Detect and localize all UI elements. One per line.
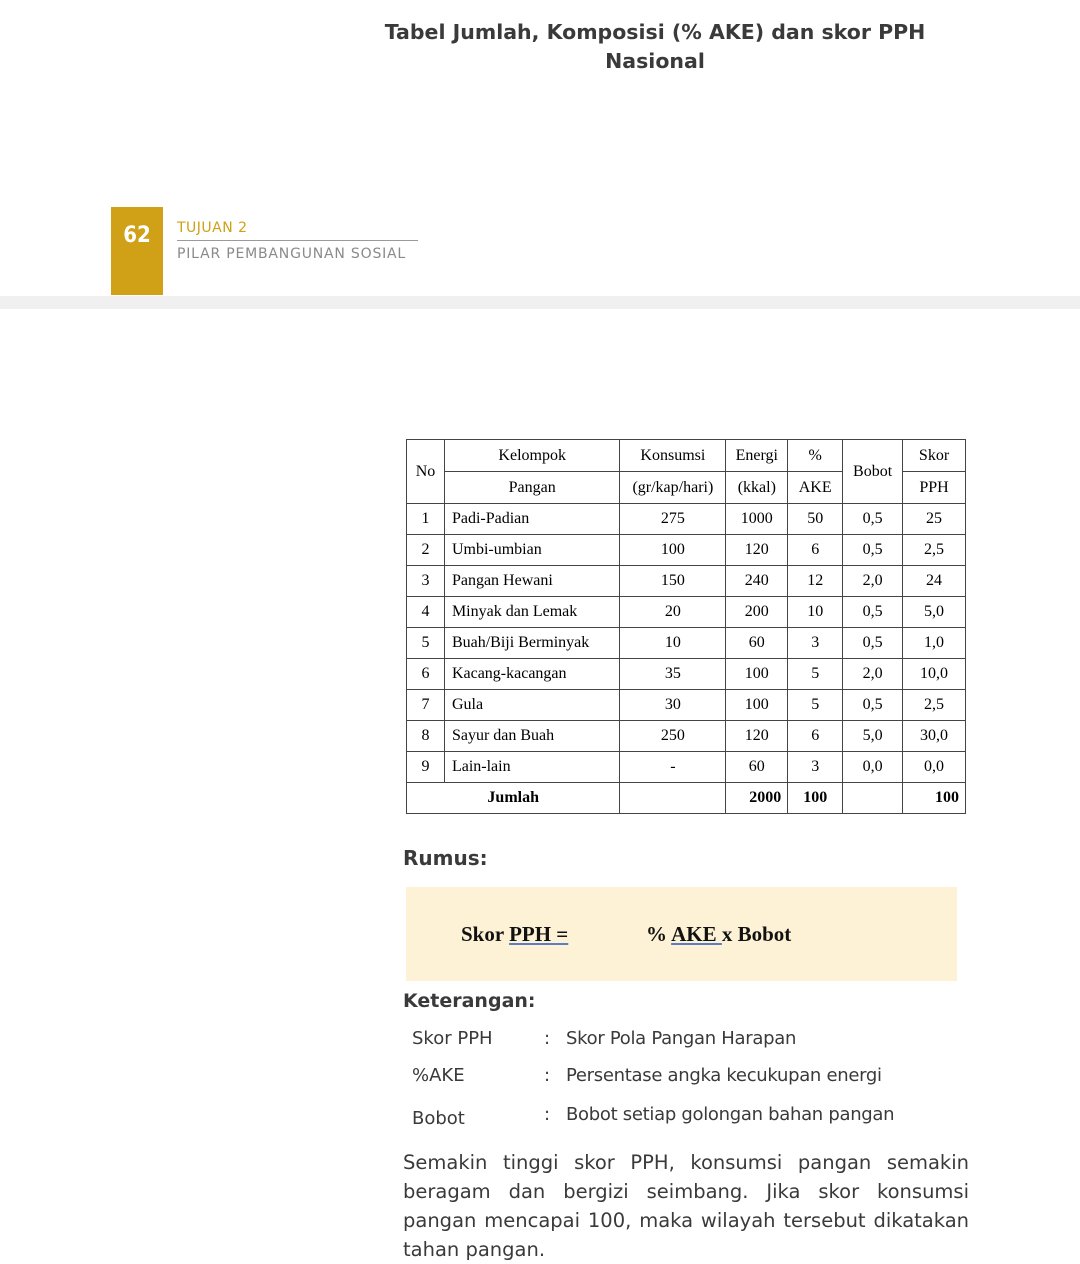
cell-skor: 5,0 — [903, 597, 966, 628]
cell-ake: 12 — [788, 566, 843, 597]
cell-konsumsi: 250 — [620, 721, 726, 752]
table-row — [407, 628, 966, 659]
definition-colon: : — [544, 1028, 551, 1049]
total-ake: 100 — [788, 783, 843, 814]
formula-rhs — [646, 922, 791, 947]
formula-lhs — [461, 922, 568, 947]
header-skor-1: Skor — [903, 440, 966, 472]
cell-energi: 200 — [726, 597, 788, 628]
table-title: Tabel Jumlah, Komposisi (% AKE) dan skor PPH Nasional — [384, 20, 926, 73]
cell-konsumsi: 20 — [620, 597, 726, 628]
cell-no: 1 — [407, 504, 445, 535]
rumus-heading: Rumus: — [403, 846, 488, 870]
cell-bobot: 5,0 — [843, 721, 903, 752]
definition-description: Skor Pola Pangan Harapan — [566, 1028, 797, 1049]
pph-table — [406, 439, 966, 814]
table-row — [407, 504, 966, 535]
page-number-tab — [111, 207, 163, 295]
header-konsumsi-2: (gr/kap/hari) — [620, 472, 726, 504]
cell-energi: 60 — [726, 752, 788, 783]
cell-kelompok: Gula — [444, 690, 620, 721]
cell-kelompok: Padi-Padian — [444, 504, 620, 535]
header-no: No — [407, 440, 445, 504]
cell-kelompok: Umbi-umbian — [444, 535, 620, 566]
total-bobot — [843, 783, 903, 814]
cell-no: 4 — [407, 597, 445, 628]
formula-lhs-underlined: PPH = — [509, 922, 569, 946]
cell-kelompok: Pangan Hewani — [444, 566, 620, 597]
definition-description: Persentase angka kecukupan energi — [566, 1065, 882, 1086]
chapter-label: TUJUAN 2 — [177, 220, 248, 236]
cell-skor: 0,0 — [903, 752, 966, 783]
cell-energi: 120 — [726, 721, 788, 752]
table-row — [407, 690, 966, 721]
table-header-row — [407, 440, 966, 472]
cell-bobot: 0,5 — [843, 504, 903, 535]
header-energi-1: Energi — [726, 440, 788, 472]
total-energi: 2000 — [726, 783, 788, 814]
cell-energi: 120 — [726, 535, 788, 566]
header-energi-2: (kkal) — [726, 472, 788, 504]
table-row — [407, 535, 966, 566]
header-kelompok-2: Pangan — [444, 472, 620, 504]
header-ake-1: % — [788, 440, 843, 472]
cell-no: 2 — [407, 535, 445, 566]
cell-bobot: 2,0 — [843, 566, 903, 597]
definition-description: Bobot setiap golongan bahan pangan — [566, 1104, 895, 1125]
table-row — [407, 721, 966, 752]
cell-kelompok: Sayur dan Buah — [444, 721, 620, 752]
chapter-divider — [177, 240, 418, 241]
summary-paragraph: Semakin tinggi skor PPH, konsumsi pangan semakin beragam dan bergizi seimbang. Jika skor konsumsi pangan mencapai 100, maka wilayah tersebut dikatakan tahan pangan. — [403, 1151, 969, 1261]
cell-energi: 240 — [726, 566, 788, 597]
cell-bobot: 2,0 — [843, 659, 903, 690]
cell-kelompok: Kacang-kacangan — [444, 659, 620, 690]
table-row — [407, 752, 966, 783]
cell-energi: 100 — [726, 690, 788, 721]
cell-no: 6 — [407, 659, 445, 690]
cell-konsumsi: - — [620, 752, 726, 783]
header-bobot: Bobot — [843, 440, 903, 504]
cell-ake: 5 — [788, 690, 843, 721]
table-row — [407, 566, 966, 597]
cell-no: 7 — [407, 690, 445, 721]
cell-energi: 60 — [726, 628, 788, 659]
header-skor-2: PPH — [903, 472, 966, 504]
cell-energi: 1000 — [726, 504, 788, 535]
cell-ake: 3 — [788, 628, 843, 659]
page-number: 62 — [123, 223, 151, 248]
cell-bobot: 0,5 — [843, 597, 903, 628]
formula-lhs-text: Skor — [461, 922, 510, 946]
cell-no: 3 — [407, 566, 445, 597]
cell-bobot: 0,5 — [843, 628, 903, 659]
formula-box — [406, 887, 957, 981]
cell-no: 8 — [407, 721, 445, 752]
cell-bobot: 0,0 — [843, 752, 903, 783]
keterangan-heading: Keterangan: — [403, 990, 536, 1012]
cell-skor: 2,5 — [903, 535, 966, 566]
cell-skor: 24 — [903, 566, 966, 597]
cell-no: 9 — [407, 752, 445, 783]
header-konsumsi-1: Konsumsi — [620, 440, 726, 472]
header-kelompok-1: Kelompok — [444, 440, 620, 472]
cell-konsumsi: 35 — [620, 659, 726, 690]
total-label: Jumlah — [407, 783, 620, 814]
header-ake-2: AKE — [788, 472, 843, 504]
table-row — [407, 597, 966, 628]
formula-rhs-underlined: AKE — [671, 922, 722, 946]
cell-bobot: 0,5 — [843, 535, 903, 566]
definition-colon: : — [544, 1065, 551, 1086]
cell-skor: 10,0 — [903, 659, 966, 690]
table-total-row — [407, 783, 966, 814]
definition-term: %AKE — [412, 1065, 465, 1086]
cell-konsumsi: 275 — [620, 504, 726, 535]
cell-ake: 10 — [788, 597, 843, 628]
cell-skor: 1,0 — [903, 628, 966, 659]
formula-rhs-suffix: x Bobot — [721, 922, 792, 946]
definition-colon: : — [544, 1104, 551, 1125]
cell-skor: 25 — [903, 504, 966, 535]
definition-term: Skor PPH — [412, 1028, 493, 1049]
cell-ake: 6 — [788, 535, 843, 566]
cell-energi: 100 — [726, 659, 788, 690]
cell-bobot: 0,5 — [843, 690, 903, 721]
cell-konsumsi: 30 — [620, 690, 726, 721]
cell-kelompok: Buah/Biji Berminyak — [444, 628, 620, 659]
table-body — [407, 504, 966, 783]
cell-skor: 2,5 — [903, 690, 966, 721]
cell-kelompok: Minyak dan Lemak — [444, 597, 620, 628]
cell-no: 5 — [407, 628, 445, 659]
cell-kelompok: Lain-lain — [444, 752, 620, 783]
cell-ake: 6 — [788, 721, 843, 752]
cell-ake: 5 — [788, 659, 843, 690]
table-row — [407, 659, 966, 690]
cell-konsumsi: 10 — [620, 628, 726, 659]
formula-rhs-prefix: % — [646, 922, 672, 946]
page-separator-band — [0, 296, 1080, 309]
pillar-label: PILAR PEMBANGUNAN SOSIAL — [177, 246, 407, 262]
total-skor: 100 — [903, 783, 966, 814]
cell-ake: 3 — [788, 752, 843, 783]
cell-skor: 30,0 — [903, 721, 966, 752]
cell-konsumsi: 100 — [620, 535, 726, 566]
cell-ake: 50 — [788, 504, 843, 535]
cell-konsumsi: 150 — [620, 566, 726, 597]
definition-term: Bobot — [412, 1108, 465, 1129]
total-konsumsi — [620, 783, 726, 814]
